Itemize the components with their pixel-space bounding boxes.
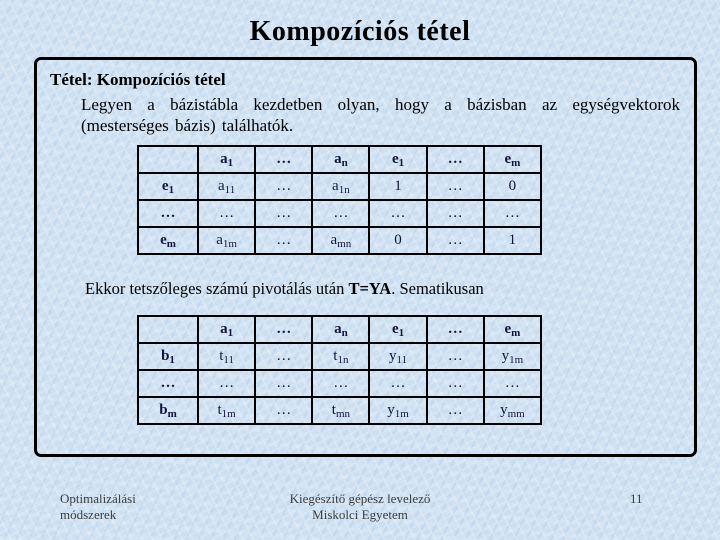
table-header-cell [138, 316, 198, 343]
table-cell: … [427, 227, 484, 254]
subscript: 1 [227, 157, 234, 169]
subscript: 1m [222, 238, 237, 250]
table-cell: $t_{1n}$ [312, 343, 369, 370]
subscript: 1n [337, 354, 349, 366]
table-header-cell: … [427, 316, 484, 343]
footer-course-line1: Optimalizálási [60, 491, 136, 506]
table-cell: … [198, 370, 255, 397]
table-cell: $a_{mn}$ [312, 227, 369, 254]
table-cell: … [369, 370, 426, 397]
subscript: m [167, 408, 177, 420]
subscript: 1 [168, 184, 175, 196]
table-header-cell: $a_n$ [312, 146, 369, 173]
table-row [138, 370, 541, 397]
table-cell: … [255, 227, 312, 254]
subscript: n [341, 327, 348, 339]
table-cell: $y_{mm}$ [484, 397, 541, 424]
table-header-cell: $e_1$ [369, 146, 426, 173]
subscript: 1 [398, 157, 405, 169]
subscript: m [166, 238, 176, 250]
row-header-cell: $e_m$ [138, 227, 198, 254]
table-cell: $y_{11}$ [369, 343, 426, 370]
pivot-note [85, 279, 682, 299]
pivot-note-prefix: Ekkor tetszőleges számú pivotálás után [85, 279, 349, 298]
row-header-cell: $e_1$ [138, 173, 198, 200]
subscript: n [341, 157, 348, 169]
table-cell: … [427, 200, 484, 227]
table-header-cell: $e_m$ [484, 146, 541, 173]
pivoted-table-header [138, 316, 541, 343]
footer-institution [220, 491, 500, 523]
pivot-note-suffix: . Sematikusan [391, 279, 484, 298]
table-cell: $a_{1n}$ [312, 173, 369, 200]
table-cell: … [255, 343, 312, 370]
pivoted-table [137, 315, 542, 425]
table-header-cell: $a_n$ [312, 316, 369, 343]
subscript: 1m [509, 354, 524, 366]
table-cell: … [369, 200, 426, 227]
pivot-note-formula: T=YA [348, 279, 392, 298]
subscript: 1m [394, 408, 409, 420]
table-header-cell [138, 146, 198, 173]
subscript: 11 [223, 354, 234, 366]
subscript: 1m [221, 408, 236, 420]
table-cell: $a_{1m}$ [198, 227, 255, 254]
table-header-cell: $e_m$ [484, 316, 541, 343]
table-cell: … [427, 173, 484, 200]
table-cell: … [255, 370, 312, 397]
table-row [138, 227, 541, 254]
subscript: mn [337, 238, 352, 250]
row-header-cell: … [138, 370, 198, 397]
theorem-heading: Tétel: Kompozíciós tétel [50, 70, 226, 89]
table-cell: … [484, 370, 541, 397]
table-cell: … [427, 343, 484, 370]
table-cell: … [255, 173, 312, 200]
table-cell: 1 [484, 227, 541, 254]
table-header-row [138, 316, 541, 343]
subscript: 11 [396, 354, 408, 366]
table-row [138, 173, 541, 200]
initial-basis-table-body [138, 173, 541, 254]
table-header-cell: … [255, 316, 312, 343]
table-cell: … [484, 200, 541, 227]
table-cell: … [427, 370, 484, 397]
table-cell: 0 [484, 173, 541, 200]
subscript: 1n [338, 184, 350, 196]
table-header-row [138, 146, 541, 173]
table-cell: $t_{1m}$ [198, 397, 255, 424]
table-cell: $t_{mn}$ [312, 397, 369, 424]
table-cell: $y_{1m}$ [369, 397, 426, 424]
table-header-cell: $a_1$ [198, 316, 255, 343]
table-cell: $a_{11}$ [198, 173, 255, 200]
table-header-cell: … [427, 146, 484, 173]
subscript: mm [507, 408, 525, 420]
table-cell: $y_{1m}$ [484, 343, 541, 370]
page-title: Kompozíciós tétel [249, 16, 471, 47]
table-cell: … [312, 200, 369, 227]
subscript: mn [335, 408, 350, 420]
theorem-body-text: Legyen a bázistábla kezdetben olyan, hogy a bázisban az egységvektorok (mesterséges bázis) találhatók. [81, 95, 680, 135]
table-cell: … [427, 397, 484, 424]
table-cell: 1 [369, 173, 426, 200]
initial-basis-table-header [138, 146, 541, 173]
table-header-cell: $e_1$ [369, 316, 426, 343]
subscript: m [511, 327, 521, 339]
subscript: 1 [169, 354, 175, 366]
table-header-cell: … [255, 146, 312, 173]
table-cell: … [255, 200, 312, 227]
table-cell: 0 [369, 227, 426, 254]
table-cell: … [255, 397, 312, 424]
pivoted-table-body [138, 343, 541, 424]
footer-institution-line2: Miskolci Egyetem [312, 507, 408, 522]
page-number: 11 [630, 491, 643, 506]
row-header-cell: … [138, 200, 198, 227]
table-cell: … [198, 200, 255, 227]
table-row [138, 200, 541, 227]
table-row [138, 397, 541, 424]
table-cell: $t_{11}$ [198, 343, 255, 370]
footer-institution-line1: Kiegészítő gépész levelező [289, 491, 431, 506]
row-header-cell: $b_1$ [138, 343, 198, 370]
subscript: m [511, 157, 521, 169]
theorem-box [34, 57, 697, 457]
initial-basis-table [137, 145, 542, 255]
table-header-cell: $a_1$ [198, 146, 255, 173]
table-row [138, 343, 541, 370]
subscript: 1 [398, 327, 405, 339]
subscript: 1 [227, 327, 234, 339]
subscript: 11 [224, 184, 236, 196]
table-cell: … [312, 370, 369, 397]
footer-course-line2: módszerek [60, 507, 117, 522]
footer-course-name [60, 491, 136, 523]
row-header-cell: $b_m$ [138, 397, 198, 424]
